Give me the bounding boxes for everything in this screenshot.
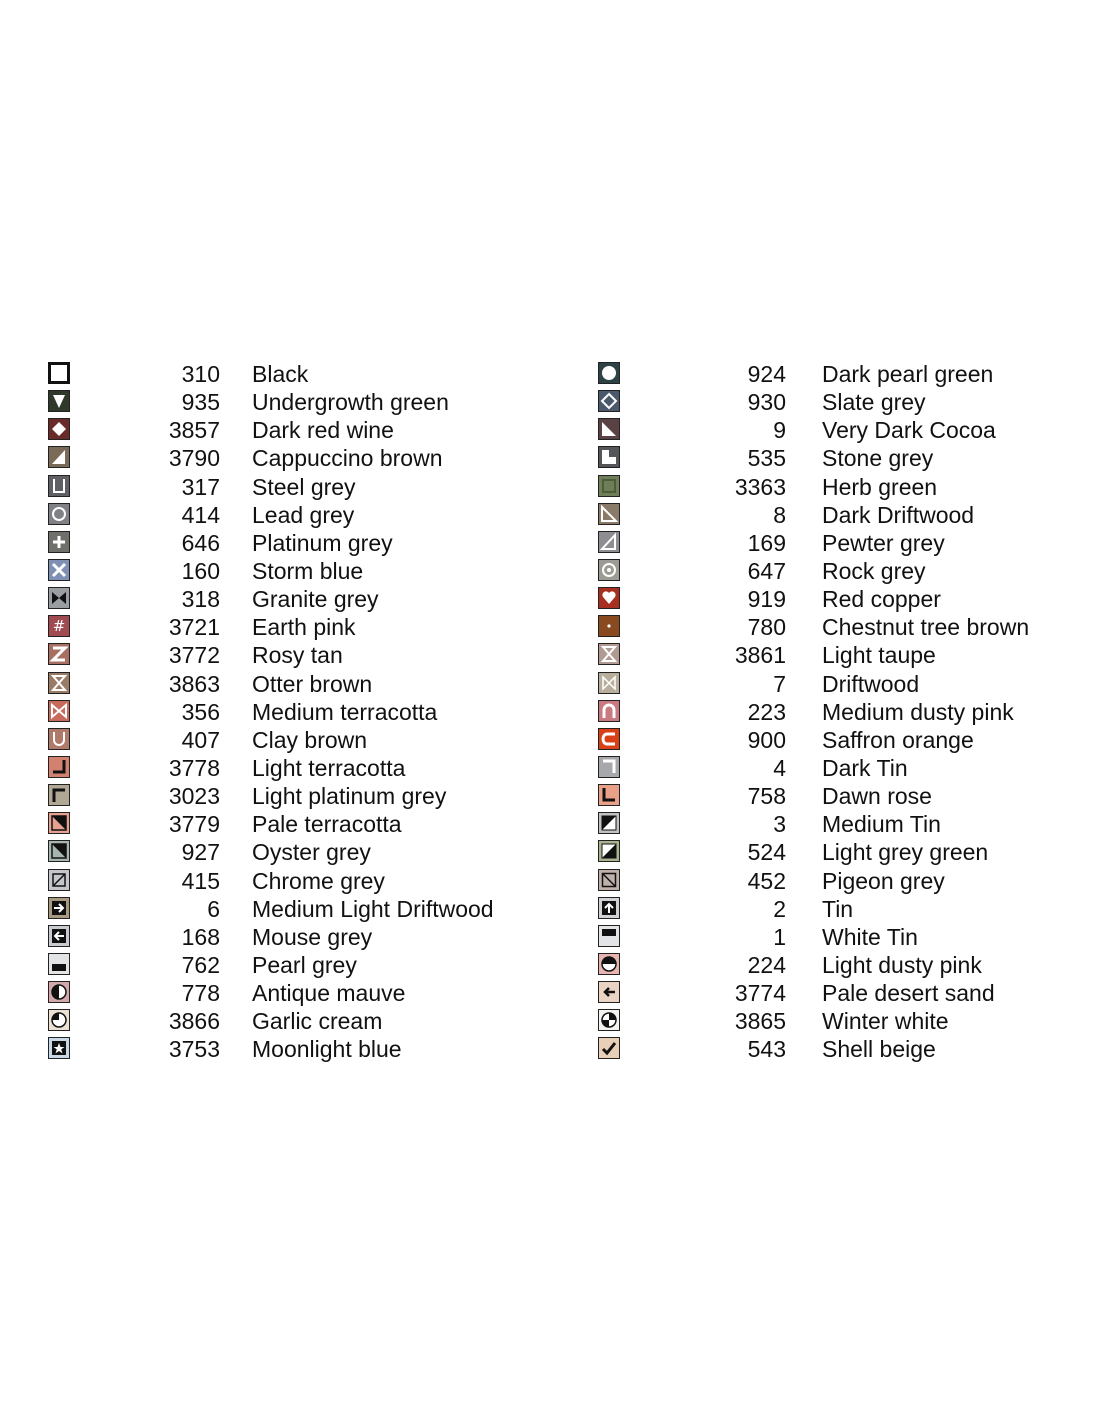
- thread-code: 3779: [168, 811, 220, 838]
- color-name: Moonlight blue: [252, 1036, 402, 1063]
- color-name: Light taupe: [822, 642, 936, 669]
- hourglass-icon: [48, 672, 70, 694]
- half-circle-icon: [48, 981, 70, 1003]
- plus-icon: [48, 531, 70, 553]
- color-name: Pewter grey: [822, 529, 945, 556]
- legend-row: [598, 838, 1098, 866]
- thread-code: 3774: [734, 980, 786, 1007]
- half-bottom-icon: [48, 953, 70, 975]
- color-name: White Tin: [822, 923, 918, 950]
- color-name: Oyster grey: [252, 839, 371, 866]
- arrow-right-icon: [48, 897, 70, 919]
- legend-row: [48, 416, 548, 444]
- legend-column-right: [598, 360, 1098, 1064]
- color-name: Dawn rose: [822, 783, 932, 810]
- thread-code: 780: [747, 614, 786, 641]
- color-name: Otter brown: [252, 670, 373, 697]
- legend-row: [598, 810, 1098, 838]
- thread-code: 924: [747, 361, 786, 387]
- thread-code: 3: [773, 811, 786, 838]
- color-name: Stone grey: [822, 445, 934, 472]
- thread-code: 524: [747, 839, 786, 866]
- color-name: Medium Tin: [822, 811, 941, 838]
- thread-code: 4: [773, 754, 786, 781]
- legend-row: [48, 360, 548, 388]
- legend-column-left: [48, 360, 548, 1064]
- thread-code: 3865: [734, 1008, 786, 1035]
- diamond-icon: [48, 418, 70, 440]
- half-triangle-icon: [48, 446, 70, 468]
- square-inner-icon: [598, 475, 620, 497]
- thread-code: 2: [773, 895, 786, 922]
- thread-code: 935: [181, 389, 220, 416]
- legend-row: [48, 473, 548, 501]
- legend-row: [48, 867, 548, 895]
- color-name: Chestnut tree brown: [822, 614, 1030, 641]
- legend-row: [598, 1007, 1098, 1035]
- legend-row: [598, 867, 1098, 895]
- arrow-left-icon: [48, 925, 70, 947]
- thread-code: 3790: [168, 445, 220, 472]
- square-outline-icon: [48, 362, 70, 384]
- color-name: Slate grey: [822, 389, 926, 416]
- triangle-down-icon: [48, 390, 70, 412]
- color-name: Light grey green: [822, 839, 989, 866]
- thread-code: 900: [747, 726, 786, 753]
- color-name: Saffron orange: [822, 726, 974, 753]
- color-name: Winter white: [822, 1008, 949, 1035]
- legend-row: [598, 473, 1098, 501]
- thread-code: 3861: [734, 642, 786, 669]
- color-name: Medium terracotta: [252, 698, 438, 725]
- color-name: Dark Driftwood: [822, 501, 975, 528]
- thread-code: 919: [747, 586, 786, 613]
- diag-fill-icon: [598, 812, 620, 834]
- legend-row: [598, 895, 1098, 923]
- svg-text:#: #: [52, 617, 66, 636]
- diag-fill-green-icon: [598, 840, 620, 862]
- color-name: Undergrowth green: [252, 389, 449, 416]
- color-name: Rock grey: [822, 557, 926, 584]
- slash-square-icon: [48, 869, 70, 891]
- thread-code: 535: [747, 445, 786, 472]
- legend-row: [598, 951, 1098, 979]
- legend-row: [48, 782, 548, 810]
- color-name: Pale desert sand: [822, 980, 995, 1007]
- bowtie-thin-icon: [598, 672, 620, 694]
- corner-bl-icon: [598, 784, 620, 806]
- legend-row: [598, 641, 1098, 669]
- arch-icon: [598, 700, 620, 722]
- legend-row: [48, 613, 548, 641]
- legend-row: [598, 670, 1098, 698]
- color-name: Antique mauve: [252, 980, 406, 1007]
- legend-row: [48, 529, 548, 557]
- heart-icon: [598, 587, 620, 609]
- thread-code: 160: [181, 557, 220, 584]
- color-name: Earth pink: [252, 614, 356, 641]
- thread-code: 3721: [168, 614, 220, 641]
- half-circle-bottom-icon: [598, 953, 620, 975]
- thread-code: 6: [207, 895, 220, 922]
- color-name: Medium dusty pink: [822, 698, 1014, 725]
- corner-br-icon: [48, 756, 70, 778]
- color-name: Pigeon grey: [822, 867, 945, 894]
- bowtie-icon: [48, 587, 70, 609]
- legend-row: [48, 585, 548, 613]
- arrow-left-small-icon: [598, 981, 620, 1003]
- thread-code: 414: [181, 501, 220, 528]
- tri-corner-outline-icon: [598, 503, 620, 525]
- legend-row: [48, 838, 548, 866]
- color-name: Garlic cream: [252, 1008, 383, 1035]
- thread-code: 927: [181, 839, 220, 866]
- color-name: Light platinum grey: [252, 783, 447, 810]
- thread-code: 415: [181, 867, 220, 894]
- legend-row: [48, 388, 548, 416]
- thread-code: 3863: [168, 670, 220, 697]
- diamond-outline-icon: [598, 390, 620, 412]
- legend-row: [48, 501, 548, 529]
- thread-code: 169: [747, 529, 786, 556]
- hash-icon: [48, 615, 70, 637]
- color-name: Chrome grey: [252, 867, 385, 894]
- star-icon: [48, 1037, 70, 1059]
- thread-code: 7: [773, 670, 786, 697]
- thread-code: 930: [747, 389, 786, 416]
- legend-row: [598, 416, 1098, 444]
- legend-row: [598, 613, 1098, 641]
- target-icon: [598, 559, 620, 581]
- color-name: Dark Tin: [822, 754, 908, 781]
- color-name: Lead grey: [252, 501, 355, 528]
- thread-code: 407: [181, 726, 220, 753]
- legend-row: [48, 754, 548, 782]
- thread-code: 1: [773, 923, 786, 950]
- color-name: Cappuccino brown: [252, 445, 443, 472]
- legend-row: [48, 444, 548, 472]
- legend-row: [598, 726, 1098, 754]
- legend-row: [48, 698, 548, 726]
- corner-tr-icon: [598, 756, 620, 778]
- diag-triangle-icon: [48, 812, 70, 834]
- color-name: Tin: [822, 895, 854, 922]
- thread-code: 3778: [168, 754, 220, 781]
- legend-row: [48, 979, 548, 1007]
- thread-code: 646: [181, 529, 220, 556]
- color-name: Steel grey: [252, 473, 356, 500]
- legend-row: [598, 557, 1098, 585]
- thread-code: 356: [181, 698, 220, 725]
- diag-triangle-dark-icon: [48, 840, 70, 862]
- thread-code: 310: [181, 361, 220, 387]
- color-name: Platinum grey: [252, 529, 393, 556]
- legend-row: [598, 698, 1098, 726]
- legend-row: [48, 641, 548, 669]
- thread-code: 9: [773, 417, 786, 444]
- legend-row: [48, 726, 548, 754]
- legend-row: [598, 444, 1098, 472]
- circle-filled-icon: [598, 362, 620, 384]
- legend-row: [48, 923, 548, 951]
- thread-code: 168: [181, 923, 220, 950]
- legend-row: [598, 360, 1098, 388]
- color-name: Rosy tan: [252, 642, 343, 669]
- dot-icon: [598, 615, 620, 637]
- legend-row: [48, 1035, 548, 1063]
- c-icon: [598, 728, 620, 750]
- circle-quarter-icon: [48, 1009, 70, 1031]
- legend-row: [48, 557, 548, 585]
- z-icon: [48, 643, 70, 665]
- thread-code: 647: [747, 557, 786, 584]
- legend-row: [598, 979, 1098, 1007]
- thread-code: 3857: [168, 417, 220, 444]
- legend-row: [48, 951, 548, 979]
- thread-code: 224: [747, 951, 786, 978]
- color-name: Pearl grey: [252, 951, 357, 978]
- step-icon: [598, 446, 620, 468]
- u-icon: [48, 728, 70, 750]
- legend-row: [48, 670, 548, 698]
- thread-code: 8: [773, 501, 786, 528]
- legend-row: [48, 1007, 548, 1035]
- color-name: Mouse grey: [252, 923, 373, 950]
- tri-corner-icon: [598, 418, 620, 440]
- color-name: Herb green: [822, 473, 938, 500]
- legend-row: [48, 810, 548, 838]
- color-name: Storm blue: [252, 557, 364, 584]
- half-top-icon: [598, 925, 620, 947]
- color-name: Black: [252, 361, 309, 387]
- color-name: Light terracotta: [252, 754, 406, 781]
- ball-icon: [598, 1009, 620, 1031]
- arrow-up-icon: [598, 897, 620, 919]
- legend-row: [598, 585, 1098, 613]
- color-name: Very Dark Cocoa: [822, 417, 996, 444]
- thread-code: 543: [747, 1036, 786, 1063]
- corner-tl-icon: [48, 784, 70, 806]
- circle-outline-icon: [48, 503, 70, 525]
- thread-code: 762: [181, 951, 220, 978]
- thread-code: 452: [747, 867, 786, 894]
- thread-code: 318: [181, 586, 220, 613]
- thread-code: 3772: [168, 642, 220, 669]
- thread-code: 223: [747, 698, 786, 725]
- thread-code: 3753: [168, 1036, 220, 1063]
- color-name: Light dusty pink: [822, 951, 982, 978]
- legend-row: [598, 388, 1098, 416]
- color-name: Medium Light Driftwood: [252, 895, 494, 922]
- half-triangle-outline-icon: [598, 531, 620, 553]
- thread-code: 3363: [734, 473, 786, 500]
- thread-code: 3866: [168, 1008, 220, 1035]
- color-name: Dark pearl green: [822, 361, 994, 387]
- legend-row: [598, 782, 1098, 810]
- legend-row: [598, 1035, 1098, 1063]
- u-square-icon: [48, 475, 70, 497]
- slash-box-icon: [598, 869, 620, 891]
- legend-row: [48, 895, 548, 923]
- color-name: Driftwood: [822, 670, 920, 697]
- legend-row: [598, 529, 1098, 557]
- color-name: Pale terracotta: [252, 811, 402, 838]
- check-icon: [598, 1037, 620, 1059]
- thread-code: 778: [181, 980, 220, 1007]
- color-name: Granite grey: [252, 586, 379, 613]
- bowtie-outline-icon: [48, 700, 70, 722]
- legend-row: [598, 501, 1098, 529]
- color-name: Red copper: [822, 586, 941, 613]
- thread-code: 758: [747, 783, 786, 810]
- color-name: Clay brown: [252, 726, 368, 753]
- hourglass-outline-icon: [598, 643, 620, 665]
- thread-code: 3023: [168, 783, 220, 810]
- x-icon: [48, 559, 70, 581]
- thread-code: 317: [181, 473, 220, 500]
- color-name: Dark red wine: [252, 417, 394, 444]
- color-name: Shell beige: [822, 1036, 936, 1063]
- legend-row: [598, 923, 1098, 951]
- legend-row: [598, 754, 1098, 782]
